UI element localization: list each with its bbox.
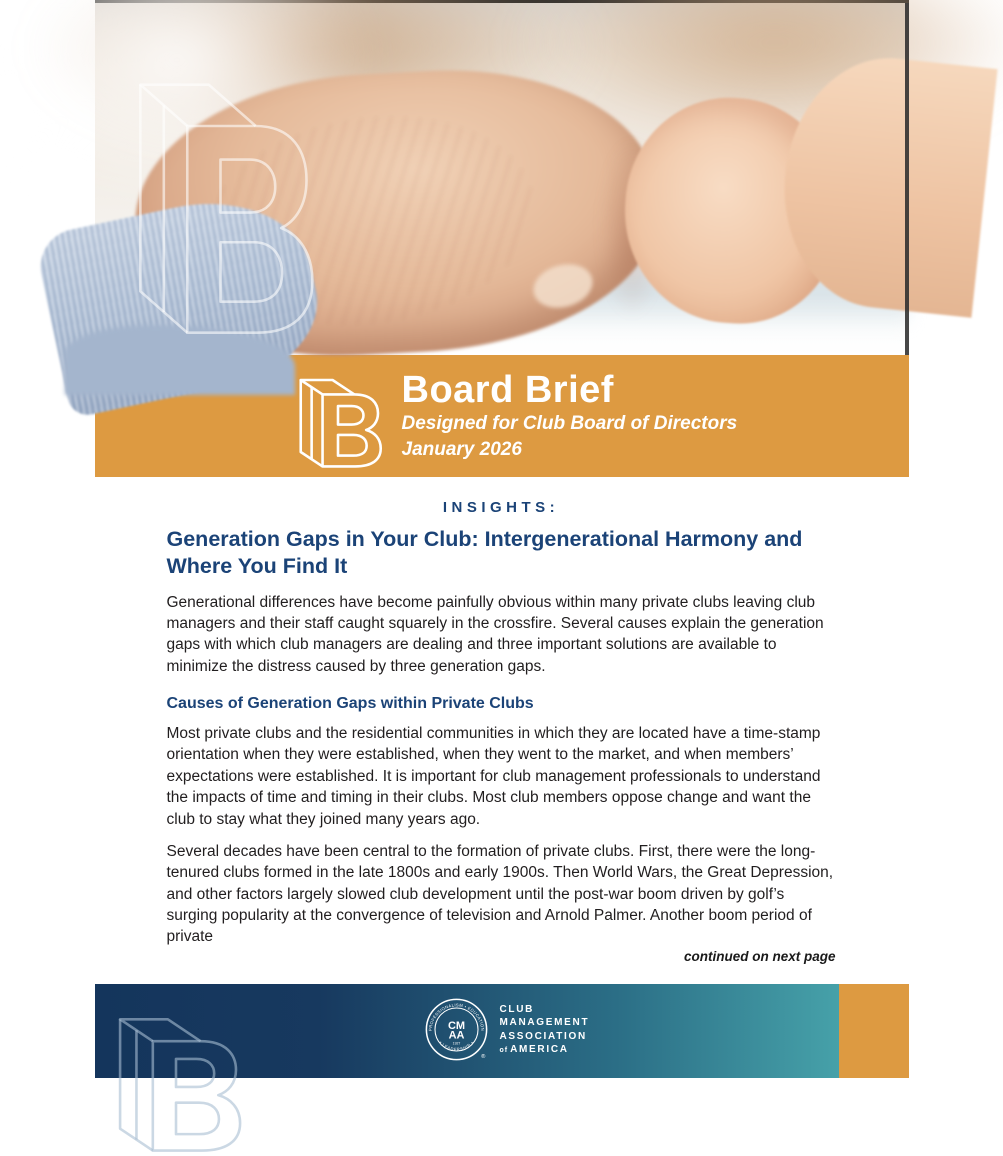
insights-kicker: INSIGHTS: bbox=[167, 499, 836, 516]
page-footer bbox=[95, 984, 909, 1078]
continued-note: continued on next page bbox=[167, 949, 836, 964]
article-title: Generation Gaps in Your Club: Intergenerational Harmony and Where You Find It bbox=[167, 526, 836, 581]
seal-ring-bottom-text: • LEADERSHIP • bbox=[438, 1040, 474, 1052]
hero-photo-fist-bump bbox=[95, 3, 909, 355]
org-line: ASSOCIATION bbox=[500, 1030, 590, 1043]
section-heading: Causes of Generation Gaps within Private Clubs bbox=[167, 695, 836, 713]
cmaa-brand-lockup bbox=[424, 997, 590, 1062]
seal-ring-top-text: PROFESSIONALISM • EDUCATION bbox=[427, 1002, 485, 1031]
article-body bbox=[95, 499, 909, 984]
seal-monogram-cm: CM bbox=[447, 1020, 464, 1032]
footer-orange-block bbox=[839, 984, 909, 1078]
article-paragraph: Generational differences have become painfully obvious within many private clubs leaving club managers and their staff caught squarely in the crossfire. Several causes explain the generation gaps with which club managers are dealing and three important solutions are available to minimize the distress caused by three generation gaps. bbox=[167, 592, 836, 678]
org-america: AMERICA bbox=[510, 1044, 569, 1055]
b-watermark-icon bbox=[113, 33, 328, 343]
org-line bbox=[500, 1043, 590, 1056]
board-brief-b-logo-icon bbox=[288, 362, 388, 470]
masthead-date: January 2026 bbox=[402, 439, 738, 461]
photo-right-edge bbox=[905, 3, 909, 355]
masthead-subtitle: Designed for Club Board of Directors bbox=[402, 413, 738, 435]
registered-mark: ® bbox=[481, 1053, 486, 1060]
seal-monogram-aa: AA bbox=[448, 1030, 464, 1042]
cmaa-org-name bbox=[500, 1003, 590, 1056]
cmaa-seal-icon bbox=[424, 997, 489, 1062]
org-of: of bbox=[500, 1047, 509, 1054]
article-paragraph: Several decades have been central to the formation of private clubs. First, there were the long-tenured clubs formed in the late 1800s and early 1900s. Then World Wars, the Great Depression, and other factors largely slowed club development until the post-war boom driven by golf’s surging popularity at the convergence of television and Arnold Palmer. Another boom period of private bbox=[167, 841, 836, 948]
org-line: CLUB bbox=[500, 1003, 590, 1016]
seal-year: 1927 bbox=[452, 1041, 460, 1045]
newsletter-page bbox=[95, 0, 909, 1056]
footer-b-watermark-icon bbox=[101, 992, 251, 1156]
masthead-title: Board Brief bbox=[402, 371, 738, 411]
article-paragraph: Most private clubs and the residential communities in which they are located have a time-stamp orientation when they were established, when they went to the market, and when members’ expectations were established. It is important for club management professionals to understand the impacts of time and timing in their clubs. Most club members oppose change and want the club to stay what they joined many years ago. bbox=[167, 723, 836, 830]
org-line: MANAGEMENT bbox=[500, 1016, 590, 1029]
masthead-text-block bbox=[402, 371, 738, 462]
